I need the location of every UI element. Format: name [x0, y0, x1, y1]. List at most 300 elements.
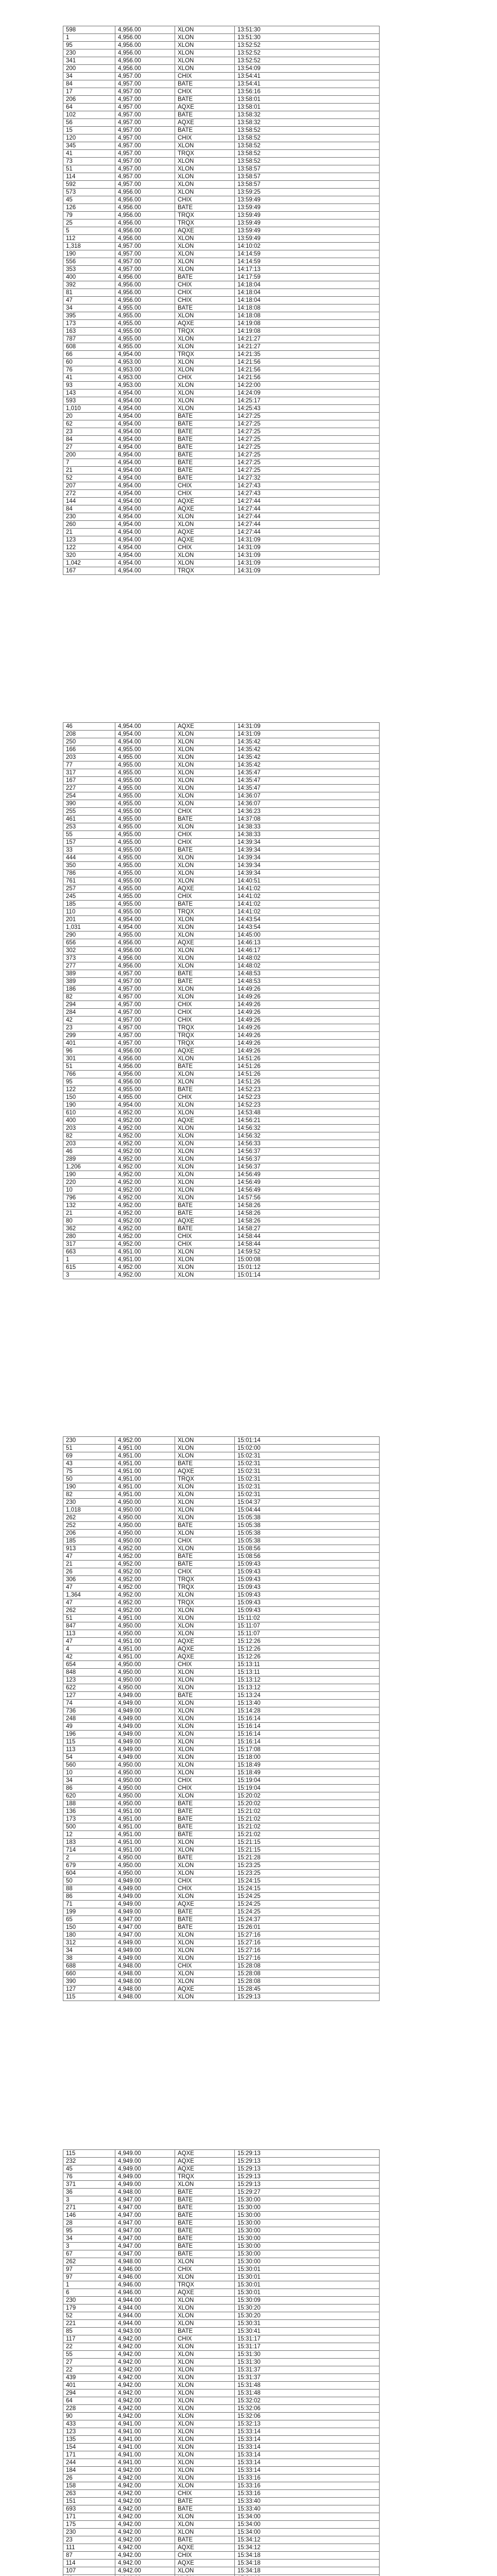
time-cell: 14:56:32 — [235, 1125, 380, 1132]
table-row — [63, 119, 380, 127]
price-cell: 4,954.00 — [115, 498, 175, 505]
price-cell: 4,951.00 — [115, 1646, 175, 1653]
time-cell: 13:58:01 — [235, 96, 380, 104]
venue-cell: XLON — [175, 2444, 235, 2451]
volume-cell: 43 — [63, 1460, 115, 1468]
price-cell: 4,951.00 — [115, 1808, 175, 1816]
table-row — [63, 1978, 380, 1986]
price-cell: 4,955.00 — [115, 304, 175, 312]
price-cell: 4,951.00 — [115, 1248, 175, 1256]
time-cell: 15:33:14 — [235, 2451, 380, 2459]
volume-cell: 146 — [63, 2212, 115, 2219]
volume-cell: 41 — [63, 374, 115, 382]
time-cell: 15:31:17 — [235, 2335, 380, 2343]
table-row — [63, 2475, 380, 2482]
table-row — [63, 1445, 380, 1452]
venue-cell: BATE — [175, 1800, 235, 1808]
table-row — [63, 893, 380, 901]
table-row — [63, 2397, 380, 2405]
table-row — [63, 846, 380, 854]
time-cell: 14:56:49 — [235, 1179, 380, 1187]
volume-cell: 847 — [63, 1622, 115, 1630]
price-cell: 4,955.00 — [115, 312, 175, 320]
price-cell: 4,950.00 — [115, 1862, 175, 1870]
volume-cell: 113 — [63, 1630, 115, 1638]
time-cell: 14:56:49 — [235, 1187, 380, 1194]
volume-cell: 64 — [63, 2397, 115, 2405]
table-row — [63, 2196, 380, 2204]
volume-cell: 23 — [63, 2536, 115, 2544]
time-cell: 15:24:37 — [235, 1916, 380, 1924]
price-cell: 4,942.00 — [115, 2413, 175, 2420]
volume-cell: 620 — [63, 1792, 115, 1800]
price-cell: 4,955.00 — [115, 901, 175, 908]
volume-cell: 272 — [63, 490, 115, 498]
venue-cell: XLON — [175, 1445, 235, 1452]
time-cell: 15:30:20 — [235, 2312, 380, 2320]
venue-cell: XLON — [175, 1140, 235, 1148]
table-row — [63, 1707, 380, 1715]
venue-cell: BATE — [175, 2212, 235, 2219]
time-cell: 14:51:26 — [235, 1063, 380, 1071]
price-cell: 4,949.00 — [115, 1955, 175, 1962]
volume-cell: 433 — [63, 2420, 115, 2428]
time-cell: 14:31:09 — [235, 567, 380, 575]
price-cell: 4,955.00 — [115, 831, 175, 839]
table-row — [63, 1731, 380, 1738]
venue-cell: XLON — [175, 1615, 235, 1622]
table-row — [63, 498, 380, 505]
volume-cell: 42 — [63, 1016, 115, 1024]
table-row — [63, 2428, 380, 2436]
venue-cell: CHIX — [175, 2266, 235, 2274]
time-cell: 15:34:00 — [235, 2521, 380, 2529]
volume-cell: 185 — [63, 1537, 115, 1545]
time-cell: 13:58:52 — [235, 127, 380, 134]
venue-cell: XLON — [175, 1264, 235, 1272]
venue-cell: AQXE — [175, 2150, 235, 2158]
price-cell: 4,950.00 — [115, 1514, 175, 1522]
venue-cell: AQXE — [175, 1986, 235, 1993]
time-cell: 15:30:00 — [235, 2196, 380, 2204]
price-cell: 4,949.00 — [115, 1746, 175, 1754]
price-cell: 4,952.00 — [115, 1132, 175, 1140]
price-cell: 4,952.00 — [115, 1584, 175, 1591]
venue-cell: XLON — [175, 65, 235, 73]
time-cell: 14:31:09 — [235, 552, 380, 560]
venue-cell: AQXE — [175, 505, 235, 513]
table-row — [63, 1217, 380, 1225]
volume-cell: 190 — [63, 1101, 115, 1109]
table-row — [63, 1769, 380, 1777]
time-cell: 13:58:57 — [235, 165, 380, 173]
price-cell: 4,946.00 — [115, 2266, 175, 2274]
price-cell: 4,946.00 — [115, 2289, 175, 2297]
time-cell: 15:24:15 — [235, 1885, 380, 1893]
price-cell: 4,957.00 — [115, 978, 175, 986]
time-cell: 14:27:25 — [235, 444, 380, 451]
price-cell: 4,957.00 — [115, 266, 175, 274]
price-cell: 4,955.00 — [115, 816, 175, 823]
price-cell: 4,954.00 — [115, 513, 175, 521]
time-cell: 13:58:52 — [235, 150, 380, 158]
time-cell: 15:31:37 — [235, 2366, 380, 2374]
volume-cell: 439 — [63, 2374, 115, 2382]
time-cell: 15:30:00 — [235, 2258, 380, 2266]
venue-cell: AQXE — [175, 939, 235, 947]
time-cell: 14:49:26 — [235, 993, 380, 1001]
price-cell: 4,942.00 — [115, 2359, 175, 2366]
time-cell: 14:41:02 — [235, 893, 380, 901]
volume-cell: 77 — [63, 761, 115, 769]
table-row — [63, 2560, 380, 2567]
venue-cell: XLON — [175, 1700, 235, 1707]
time-cell: 13:59:25 — [235, 189, 380, 196]
price-cell: 4,952.00 — [115, 1437, 175, 1445]
venue-cell: XLON — [175, 955, 235, 962]
venue-cell: BATE — [175, 1831, 235, 1839]
price-cell: 4,947.00 — [115, 2243, 175, 2250]
table-row — [63, 127, 380, 134]
venue-cell: BATE — [175, 304, 235, 312]
venue-cell: XLON — [175, 243, 235, 250]
time-cell: 13:58:52 — [235, 142, 380, 150]
price-cell: 4,955.00 — [115, 343, 175, 351]
volume-cell: 848 — [63, 1669, 115, 1676]
venue-cell: CHIX — [175, 1885, 235, 1893]
venue-cell: BATE — [175, 1202, 235, 1210]
table-row — [63, 2459, 380, 2467]
table-row — [63, 382, 380, 389]
venue-cell: CHIX — [175, 1661, 235, 1669]
venue-cell: XLON — [175, 1055, 235, 1063]
volume-cell: 736 — [63, 1707, 115, 1715]
venue-cell: XLON — [175, 1248, 235, 1256]
venue-cell: XLON — [175, 560, 235, 567]
time-cell: 14:46:17 — [235, 947, 380, 955]
volume-cell: 95 — [63, 2227, 115, 2235]
venue-cell: AQXE — [175, 1117, 235, 1125]
venue-cell: XLON — [175, 359, 235, 366]
venue-cell: TRQX — [175, 212, 235, 219]
price-cell: 4,953.00 — [115, 382, 175, 389]
time-cell: 13:58:57 — [235, 173, 380, 181]
venue-cell: AQXE — [175, 2544, 235, 2552]
time-cell: 14:25:43 — [235, 405, 380, 413]
table-row — [63, 769, 380, 777]
volume-cell: 171 — [63, 2451, 115, 2459]
volume-cell: 592 — [63, 181, 115, 189]
venue-cell: AQXE — [175, 1901, 235, 1908]
price-cell: 4,952.00 — [115, 1233, 175, 1241]
time-cell: 14:36:07 — [235, 800, 380, 808]
volume-cell: 245 — [63, 893, 115, 901]
venue-cell: XLON — [175, 266, 235, 274]
volume-cell: 54 — [63, 1754, 115, 1761]
time-cell: 15:24:25 — [235, 1893, 380, 1901]
venue-cell: CHIX — [175, 490, 235, 498]
table-row — [63, 304, 380, 312]
venue-cell: XLON — [175, 1148, 235, 1156]
table-row — [63, 1931, 380, 1939]
venue-cell: XLON — [175, 1738, 235, 1746]
venue-cell: BATE — [175, 978, 235, 986]
venue-cell: XLON — [175, 2405, 235, 2413]
time-cell: 15:34:18 — [235, 2567, 380, 2575]
time-cell: 15:16:14 — [235, 1715, 380, 1723]
volume-cell: 96 — [63, 1047, 115, 1055]
table-row — [63, 2304, 380, 2312]
volume-cell: 12 — [63, 1831, 115, 1839]
price-cell: 4,954.00 — [115, 1101, 175, 1109]
venue-cell: BATE — [175, 970, 235, 978]
price-cell: 4,955.00 — [115, 931, 175, 939]
venue-cell: CHIX — [175, 1009, 235, 1016]
price-cell: 4,950.00 — [115, 1761, 175, 1769]
venue-cell: XLON — [175, 1769, 235, 1777]
time-cell: 14:49:26 — [235, 986, 380, 993]
price-cell: 4,956.00 — [115, 212, 175, 219]
table-row — [63, 2436, 380, 2444]
volume-cell: 47 — [63, 1638, 115, 1646]
venue-cell: BATE — [175, 111, 235, 119]
table-row — [63, 80, 380, 88]
volume-cell: 714 — [63, 1846, 115, 1854]
volume-cell: 230 — [63, 2529, 115, 2536]
venue-cell: TRQX — [175, 351, 235, 359]
table-row — [63, 1808, 380, 1816]
venue-cell: XLON — [175, 2343, 235, 2351]
table-row — [63, 134, 380, 142]
volume-cell: 36 — [63, 2189, 115, 2196]
time-cell: 14:27:32 — [235, 474, 380, 482]
time-cell: 14:27:25 — [235, 420, 380, 428]
volume-cell: 556 — [63, 258, 115, 266]
table-row — [63, 420, 380, 428]
time-cell: 15:31:30 — [235, 2351, 380, 2359]
price-cell: 4,951.00 — [115, 1445, 175, 1452]
venue-cell: XLON — [175, 777, 235, 785]
volume-cell: 143 — [63, 389, 115, 397]
time-cell: 14:31:09 — [235, 723, 380, 731]
venue-cell: BATE — [175, 1924, 235, 1931]
time-cell: 14:27:25 — [235, 467, 380, 474]
venue-cell: XLON — [175, 800, 235, 808]
table-row — [63, 2420, 380, 2428]
time-cell: 14:56:37 — [235, 1148, 380, 1156]
venue-cell: BATE — [175, 444, 235, 451]
price-cell: 4,951.00 — [115, 1831, 175, 1839]
venue-cell: CHIX — [175, 893, 235, 901]
table-row — [63, 931, 380, 939]
table-row — [63, 1653, 380, 1661]
venue-cell: XLON — [175, 2382, 235, 2389]
time-cell: 14:39:34 — [235, 862, 380, 870]
time-cell: 14:58:44 — [235, 1233, 380, 1241]
volume-cell: 62 — [63, 420, 115, 428]
volume-cell: 26 — [63, 2475, 115, 2482]
venue-cell: XLON — [175, 1483, 235, 1491]
volume-cell: 10 — [63, 1769, 115, 1777]
volume-cell: 353 — [63, 266, 115, 274]
table-row — [63, 924, 380, 931]
table-row — [63, 2482, 380, 2490]
table-row — [63, 142, 380, 150]
time-cell: 14:56:37 — [235, 1163, 380, 1171]
price-cell: 4,942.00 — [115, 2521, 175, 2529]
time-cell: 14:49:26 — [235, 1040, 380, 1047]
table-row — [63, 1241, 380, 1248]
time-cell: 15:34:18 — [235, 2560, 380, 2567]
table-row — [63, 297, 380, 304]
table-row — [63, 2281, 380, 2289]
time-cell: 15:28:45 — [235, 1986, 380, 1993]
volume-cell: 21 — [63, 1561, 115, 1568]
venue-cell: CHIX — [175, 134, 235, 142]
venue-cell: BATE — [175, 451, 235, 459]
time-cell: 13:54:41 — [235, 80, 380, 88]
table-row — [63, 88, 380, 96]
volume-cell: 179 — [63, 2304, 115, 2312]
time-cell: 15:33:14 — [235, 2436, 380, 2444]
time-cell: 14:35:42 — [235, 746, 380, 754]
table-row — [63, 204, 380, 212]
volume-cell: 604 — [63, 1870, 115, 1877]
price-cell: 4,947.00 — [115, 2196, 175, 2204]
venue-cell: AQXE — [175, 2289, 235, 2297]
table-row — [63, 2467, 380, 2475]
time-cell: 15:33:16 — [235, 2490, 380, 2498]
time-cell: 15:16:14 — [235, 1738, 380, 1746]
time-cell: 14:41:02 — [235, 908, 380, 916]
table-row — [63, 1163, 380, 1171]
venue-cell: BATE — [175, 1210, 235, 1217]
time-cell: 15:30:00 — [235, 2243, 380, 2250]
table-row — [63, 111, 380, 119]
volume-cell: 34 — [63, 2235, 115, 2243]
time-cell: 15:19:04 — [235, 1785, 380, 1792]
time-cell: 15:27:16 — [235, 1939, 380, 1947]
time-cell: 15:08:56 — [235, 1545, 380, 1553]
price-cell: 4,955.00 — [115, 877, 175, 885]
price-cell: 4,957.00 — [115, 158, 175, 165]
venue-cell: XLON — [175, 2366, 235, 2374]
table-row — [63, 274, 380, 281]
volume-cell: 203 — [63, 1125, 115, 1132]
price-cell: 4,955.00 — [115, 754, 175, 761]
venue-cell: XLON — [175, 1591, 235, 1599]
time-cell: 14:38:33 — [235, 831, 380, 839]
venue-cell: TRQX — [175, 1584, 235, 1591]
table-row — [63, 1738, 380, 1746]
volume-cell: 200 — [63, 451, 115, 459]
time-cell: 15:21:15 — [235, 1846, 380, 1854]
price-cell: 4,948.00 — [115, 2258, 175, 2266]
table-row — [63, 970, 380, 978]
price-cell: 4,943.00 — [115, 2328, 175, 2335]
venue-cell: XLON — [175, 2181, 235, 2189]
table-row — [63, 1854, 380, 1862]
time-cell: 13:52:52 — [235, 57, 380, 65]
time-cell: 14:39:34 — [235, 846, 380, 854]
table-row — [63, 150, 380, 158]
time-cell: 15:05:38 — [235, 1522, 380, 1530]
venue-cell: CHIX — [175, 1001, 235, 1009]
volume-cell: 401 — [63, 2382, 115, 2389]
venue-cell: XLON — [175, 1437, 235, 1445]
price-cell: 4,950.00 — [115, 1661, 175, 1669]
venue-cell: XLON — [175, 1071, 235, 1078]
venue-cell: XLON — [175, 916, 235, 924]
time-cell: 15:09:43 — [235, 1576, 380, 1584]
venue-cell: BATE — [175, 459, 235, 467]
price-cell: 4,942.00 — [115, 2490, 175, 2498]
volume-cell: 230 — [63, 1499, 115, 1506]
venue-cell: XLON — [175, 785, 235, 792]
volume-cell: 38 — [63, 1955, 115, 1962]
table-row — [63, 250, 380, 258]
price-cell: 4,957.00 — [115, 104, 175, 111]
price-cell: 4,956.00 — [115, 196, 175, 204]
venue-cell: CHIX — [175, 482, 235, 490]
time-cell: 13:59:49 — [235, 212, 380, 219]
table-row — [63, 1016, 380, 1024]
time-cell: 14:21:27 — [235, 343, 380, 351]
price-cell: 4,942.00 — [115, 2505, 175, 2513]
table-row — [63, 173, 380, 181]
venue-cell: XLON — [175, 1156, 235, 1163]
volume-cell: 167 — [63, 777, 115, 785]
price-cell: 4,956.00 — [115, 289, 175, 297]
table-row — [63, 1700, 380, 1707]
table-row — [63, 1452, 380, 1460]
price-cell: 4,952.00 — [115, 1109, 175, 1117]
venue-cell: CHIX — [175, 1016, 235, 1024]
volume-cell: 371 — [63, 2181, 115, 2189]
venue-cell: XLON — [175, 2413, 235, 2420]
volume-cell: 21 — [63, 467, 115, 474]
time-cell: 13:52:52 — [235, 49, 380, 57]
price-cell: 4,952.00 — [115, 1553, 175, 1561]
volume-cell: 42 — [63, 1653, 115, 1661]
time-cell: 15:05:38 — [235, 1530, 380, 1537]
price-cell: 4,947.00 — [115, 2235, 175, 2243]
venue-cell: XLON — [175, 181, 235, 189]
volume-cell: 262 — [63, 1514, 115, 1522]
price-cell: 4,952.00 — [115, 1140, 175, 1148]
table-row — [63, 34, 380, 42]
price-cell: 4,942.00 — [115, 2475, 175, 2482]
price-cell: 4,952.00 — [115, 1591, 175, 1599]
volume-cell: 173 — [63, 1816, 115, 1823]
time-cell: 13:54:09 — [235, 65, 380, 73]
table-row — [63, 1839, 380, 1846]
venue-cell: TRQX — [175, 1576, 235, 1584]
price-cell: 4,949.00 — [115, 1692, 175, 1700]
venue-cell: XLON — [175, 389, 235, 397]
venue-cell: CHIX — [175, 2335, 235, 2343]
volume-cell: 250 — [63, 738, 115, 746]
venue-cell: XLON — [175, 1506, 235, 1514]
table-row — [63, 1939, 380, 1947]
price-cell: 4,952.00 — [115, 1545, 175, 1553]
venue-cell: XLON — [175, 2451, 235, 2459]
table-row — [63, 1862, 380, 1870]
price-cell: 4,949.00 — [115, 1947, 175, 1955]
price-cell: 4,950.00 — [115, 1630, 175, 1638]
price-cell: 4,956.00 — [115, 1047, 175, 1055]
venue-cell: AQXE — [175, 498, 235, 505]
